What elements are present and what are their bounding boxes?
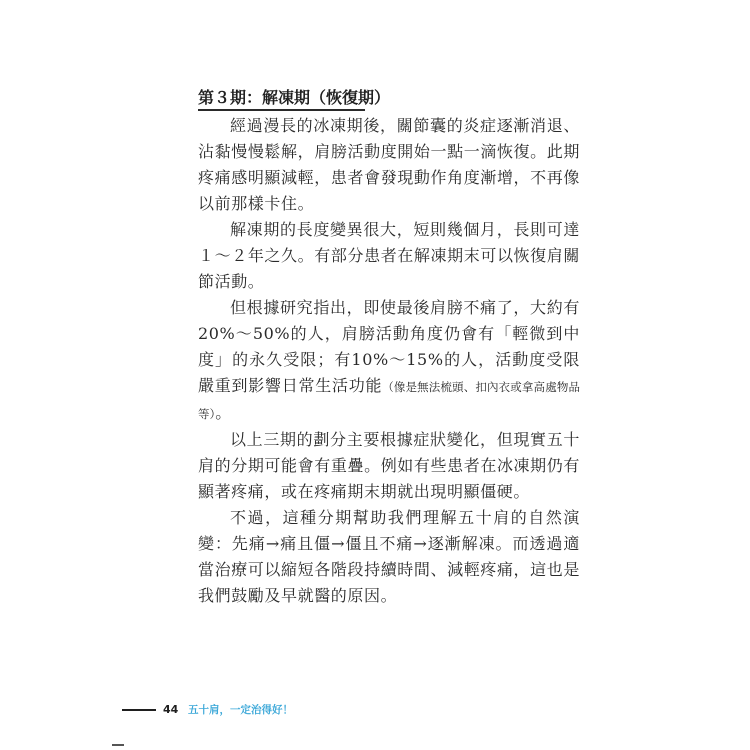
paragraph-5: 不過，這種分期幫助我們理解五十肩的自然演變：先痛→痛且僵→僵且不痛→逐漸解凍。而透過適當治療可以縮短各階段持續時間、減輕疼痛，這也是我們鼓勵及早就醫的原因。	[198, 508, 580, 605]
body-text	[198, 113, 580, 609]
footer-rule	[122, 709, 156, 711]
paragraph-2: 解凍期的長度變異很大，短則幾個月，長則可達１～２年之久。有部分患者在解凍期末可以恢復肩關節活動。	[198, 220, 580, 291]
paragraph-3-main: 但根據研究指出，即使最後肩膀不痛了，大約有20%～50%的人，肩膀活動角度仍會有「輕微到中度」的永久受限；有10%～15%的人，活動度受限嚴重到影響日常生活功能	[198, 298, 580, 395]
paragraph-1: 經過漫長的冰凍期後，關節囊的炎症逐漸消退、沾黏慢慢鬆解，肩膀活動度開始一點一滴恢復。此期疼痛感明顯減輕，患者會發現動作角度漸增，不再像以前那樣卡住。	[198, 116, 580, 213]
corner-crop-mark	[112, 744, 124, 746]
page-number: 44	[163, 703, 179, 716]
heading-underline	[198, 109, 365, 111]
book-title: 五十肩，一定治得好！	[188, 704, 293, 716]
paragraph-3-note: （像是無法梳頭、扣內衣或拿高處物品等）	[198, 380, 580, 421]
paragraph-4: 以上三期的劃分主要根據症狀變化，但現實五十肩的分期可能會有重疊。例如有些患者在冰凍期仍有顯著疼痛，或在疼痛期末期就出現明顯僵硬。	[198, 430, 580, 501]
section-heading: 第３期：解凍期（恢復期）	[198, 88, 391, 107]
paragraph-3-end: 。	[215, 403, 232, 422]
paragraph-3	[198, 295, 580, 427]
